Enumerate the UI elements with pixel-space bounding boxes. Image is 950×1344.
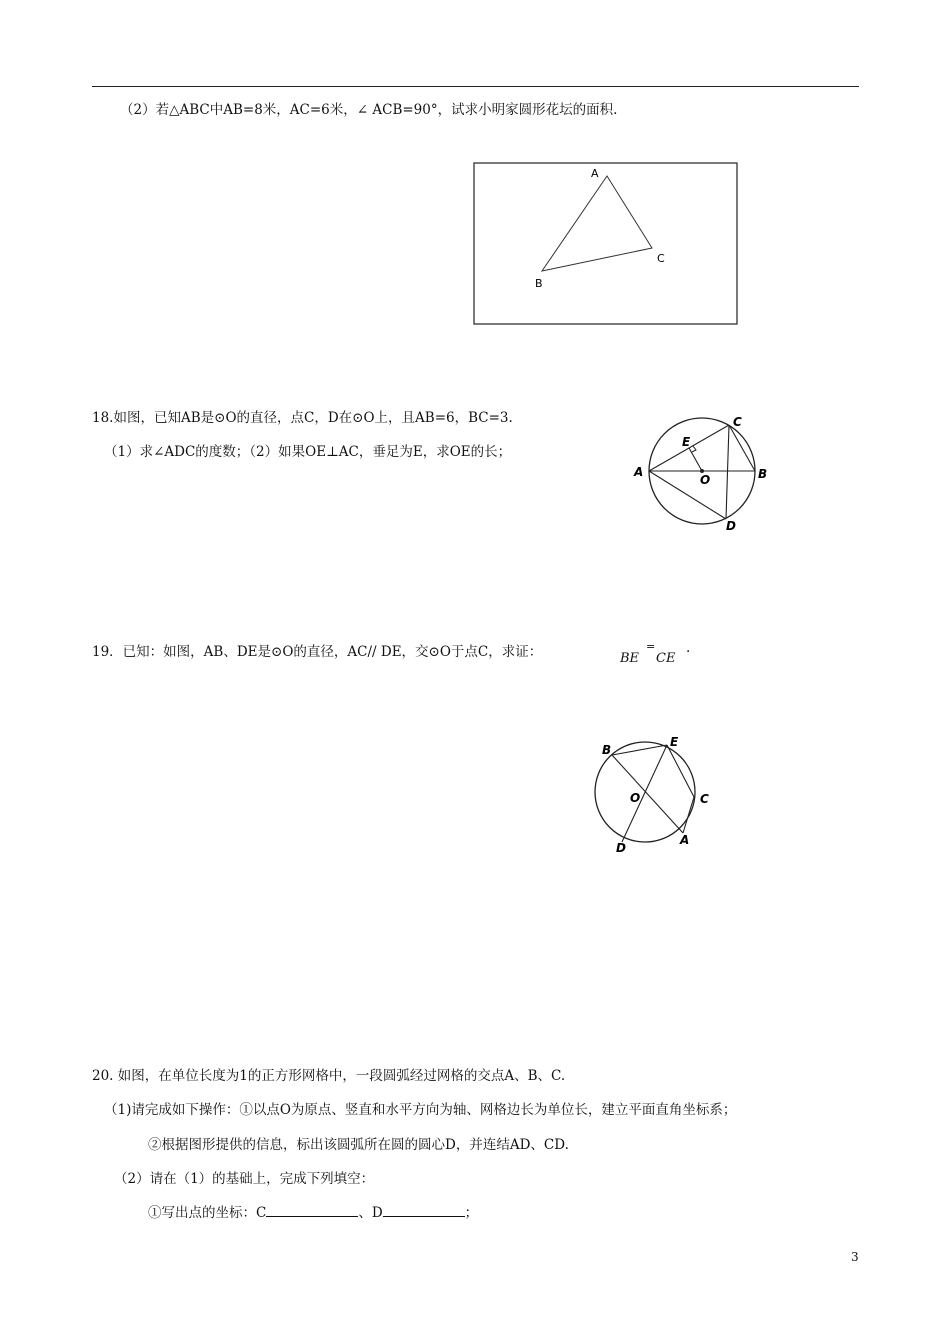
q20-blank-c[interactable] [266,1202,358,1217]
q20-part1: （1)请完成如下操作：①以点O为原点、竖直和水平方向为轴、网格边长为单位长，建立平面直角坐标系； [104,1102,737,1118]
q20-part2a [148,1201,478,1221]
q18-label-d: D [726,519,736,533]
q20-blank-d[interactable] [383,1202,465,1217]
q19-label-c: C [700,792,709,806]
q17-label-c: C [657,252,665,265]
q20-part2a-end: ； [464,1205,479,1221]
q20-part2: （2）请在（1）的基础上，完成下列填空： [114,1171,375,1187]
q19-label-d: D [616,841,626,855]
q19-arc-be: BE [620,651,640,666]
q19-label-b: B [602,743,612,757]
q18-stem: 18.如图，已知AB是⊙O的直径，点C，D在⊙O上，且AB=6，BC=3. [92,410,513,426]
q18-parts: （1）求∠ADC的度数；（2）如果OE⊥AC，垂足为E，求OE的长； [104,444,512,460]
page-number: 3 [851,1250,859,1264]
q20-stem: 20. 如图，在单位长度为1的正方形网格中，一段圆弧经过网格的交点A、B、C. [92,1068,566,1084]
q19-end: . [686,640,691,656]
q17-part2-text: （2）若△ABC中AB=8米，AC=6米，∠ ACB=90°，试求小明家圆形花坛的面积. [120,102,618,118]
q19-label-e: E [670,735,679,749]
q17-label-b: B [535,277,543,290]
q18-label-o: O [700,473,711,487]
q18-label-c: C [733,415,742,429]
q18-circle-figure [630,412,775,534]
q17-triangle-figure [472,160,740,326]
q18-label-e: E [682,435,691,449]
q19-arc-ce: CE [656,651,676,666]
header-rule [92,86,859,87]
q17-label-a: A [591,167,599,180]
q19-stem: 19．已知：如图，AB、DE是⊙O的直径，AC// DE，交⊙O于点C，求证： [92,644,543,660]
q19-equals: = [646,640,656,653]
q19-circle-figure [590,730,720,858]
q20-part2a-prefix: ①写出点的坐标：C [148,1205,267,1221]
q19-label-o: O [630,791,641,805]
q20-part1b: ②根据图形提供的信息，标出该圆弧所在圆的圆心D，并连结AD、CD. [148,1137,569,1153]
q18-label-a: A [634,465,644,479]
q19-label-a: A [680,833,690,847]
q20-part2a-sep: 、D [358,1205,383,1221]
q18-label-b: B [758,467,768,481]
